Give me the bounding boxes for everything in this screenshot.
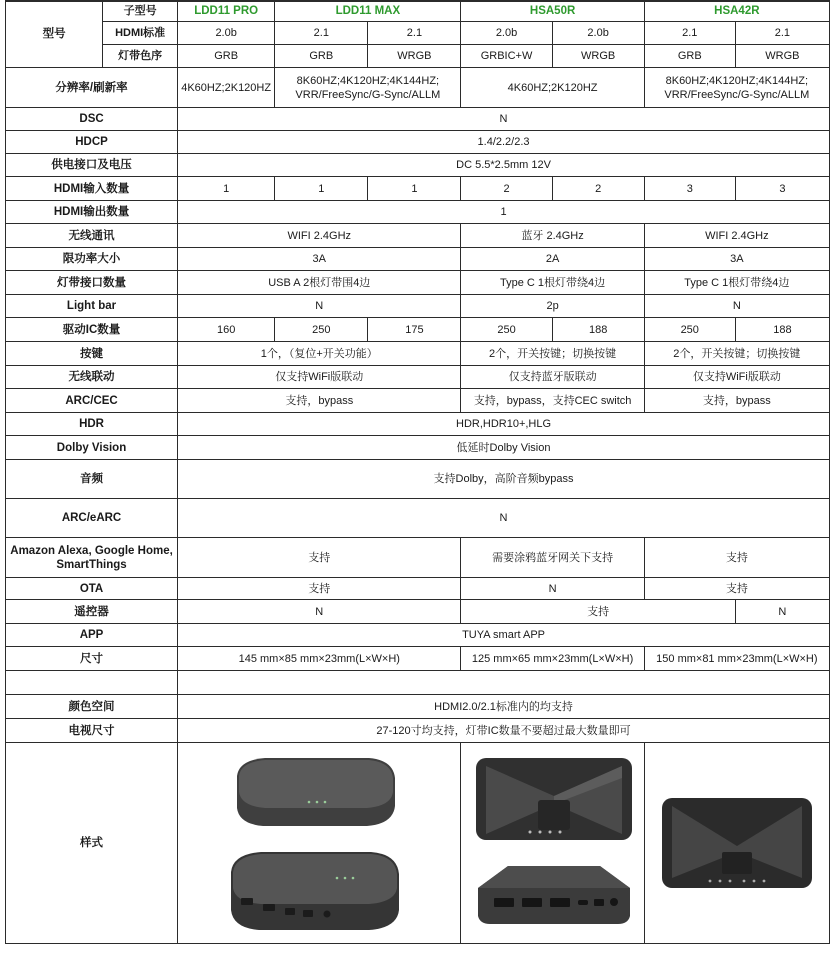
row-hdmi-out bbox=[6, 201, 830, 224]
led-order-cell: GRB bbox=[275, 45, 368, 68]
wireless-hsa50r: 蓝牙 2.4GHz bbox=[461, 224, 644, 248]
tv-size-value: 27-120寸均支持，灯带IC数量不要超过最大数量即可 bbox=[178, 719, 830, 743]
row-earc bbox=[6, 499, 830, 538]
style-hsa42r bbox=[644, 743, 829, 944]
row-label: Dolby Vision bbox=[6, 436, 178, 460]
led-order-cell: GRB bbox=[644, 45, 735, 68]
hdmi-std-label: HDMI标准 bbox=[103, 22, 178, 45]
row-arc-cec bbox=[6, 389, 830, 413]
row-buttons bbox=[6, 342, 830, 366]
ota-hsa42r: 支持 bbox=[644, 578, 829, 600]
row-style bbox=[6, 743, 830, 944]
power-limit-ldd11: 3A bbox=[178, 248, 461, 271]
hdmi-in-cell: 3 bbox=[735, 177, 829, 201]
row-label: 音频 bbox=[6, 460, 178, 499]
power-limit-hsa50r: 2A bbox=[461, 248, 644, 271]
strip-ports-ldd11: USB A 2根灯带围4边 bbox=[178, 271, 461, 295]
row-label: Amazon Alexa, Google Home, SmartThings bbox=[6, 538, 178, 578]
row-label: ARC/CEC bbox=[6, 389, 178, 413]
row-label: HDMI输入数量 bbox=[6, 177, 178, 201]
color-space-value: HDMI2.0/2.1标准内的均支持 bbox=[178, 695, 830, 719]
hdmi-in-cell: 2 bbox=[552, 177, 644, 201]
hdr-value: HDR,HDR10+,HLG bbox=[178, 413, 830, 436]
led-order-label: 灯带色序 bbox=[103, 45, 178, 68]
style-hsa50r bbox=[461, 743, 644, 944]
submodel-label: 子型号 bbox=[103, 1, 178, 22]
row-submodel bbox=[6, 1, 830, 22]
model-group-label: 型号 bbox=[6, 1, 103, 68]
hdmi-std-cell: 2.0b bbox=[552, 22, 644, 45]
ic-count-cell: 250 bbox=[644, 318, 735, 342]
power-limit-hsa42r: 3A bbox=[644, 248, 829, 271]
row-label: HDR bbox=[6, 413, 178, 436]
row-label: 遥控器 bbox=[6, 600, 178, 624]
row-ic-count bbox=[6, 318, 830, 342]
row-wireless bbox=[6, 224, 830, 248]
row-led-order bbox=[6, 45, 830, 68]
row-wireless-link bbox=[6, 366, 830, 389]
row-label: DSC bbox=[6, 108, 178, 131]
row-label: 电视尺寸 bbox=[6, 719, 178, 743]
model-ldd11-pro: LDD11 PRO bbox=[178, 1, 275, 22]
row-label: 分辨率/刷新率 bbox=[6, 68, 178, 108]
ic-count-cell: 250 bbox=[275, 318, 368, 342]
row-label: APP bbox=[6, 624, 178, 647]
row-power bbox=[6, 154, 830, 177]
led-order-cell: GRB bbox=[178, 45, 275, 68]
resolution-hsa42r: 8K60HZ;4K120HZ;4K144HZ; VRR/FreeSync/G-Sync/ALLM bbox=[644, 68, 829, 108]
hdmi-std-cell: 2.1 bbox=[735, 22, 829, 45]
hdmi-std-cell: 2.0b bbox=[461, 22, 552, 45]
hdmi-std-cell: 2.1 bbox=[644, 22, 735, 45]
ic-count-cell: 188 bbox=[552, 318, 644, 342]
row-label: 驱动IC数量 bbox=[6, 318, 178, 342]
buttons-hsa50r: 2个，开关按键；切换按键 bbox=[461, 342, 644, 366]
style-ldd11 bbox=[178, 743, 461, 944]
led-order-cell: WRGB bbox=[735, 45, 829, 68]
assistants-hsa42r: 支持 bbox=[644, 538, 829, 578]
size-hsa42r: 150 mm×81 mm×23mm(L×W×H) bbox=[644, 647, 829, 671]
hdmi-std-cell: 2.1 bbox=[368, 22, 461, 45]
row-label: Light bar bbox=[6, 295, 178, 318]
row-tv-size bbox=[6, 719, 830, 743]
row-label: 尺寸 bbox=[6, 647, 178, 671]
hdmi-in-cell: 3 bbox=[644, 177, 735, 201]
earc-value: N bbox=[178, 499, 830, 538]
wireless-ldd11: WIFI 2.4GHz bbox=[178, 224, 461, 248]
hsa42r-top-view bbox=[662, 798, 812, 888]
row-assistants bbox=[6, 538, 830, 578]
ldd11-device-image bbox=[219, 748, 419, 938]
ldd11-port-view bbox=[231, 852, 399, 930]
remote-hsa: 支持 bbox=[461, 600, 735, 624]
hsa42r-device-image bbox=[652, 748, 822, 938]
led-order-cell: WRGB bbox=[552, 45, 644, 68]
row-label: 无线通讯 bbox=[6, 224, 178, 248]
spec-table bbox=[5, 0, 830, 944]
row-label: HDCP bbox=[6, 131, 178, 154]
hdmi-std-cell: 2.1 bbox=[275, 22, 368, 45]
resolution-hsa50r: 4K60HZ;2K120HZ bbox=[461, 68, 644, 108]
size-ldd11: 145 mm×85 mm×23mm(L×W×H) bbox=[178, 647, 461, 671]
ic-count-cell: 250 bbox=[461, 318, 552, 342]
arc-cec-ldd11: 支持，bypass bbox=[178, 389, 461, 413]
model-hsa50r: HSA50R bbox=[461, 1, 644, 22]
hdmi-in-cell: 1 bbox=[275, 177, 368, 201]
strip-ports-hsa50r: Type C 1根灯带绕4边 bbox=[461, 271, 644, 295]
blank-cell bbox=[6, 671, 178, 695]
assistants-ldd11: 支持 bbox=[178, 538, 461, 578]
hdmi-std-cell: 2.0b bbox=[178, 22, 275, 45]
row-dsc bbox=[6, 108, 830, 131]
dsc-value: N bbox=[178, 108, 830, 131]
resolution-ldd11-pro: 4K60HZ;2K120HZ bbox=[178, 68, 275, 108]
blank-cell bbox=[178, 671, 830, 695]
light-bar-hsa42r: N bbox=[644, 295, 829, 318]
model-ldd11-max: LDD11 MAX bbox=[275, 1, 461, 22]
row-label: 无线联动 bbox=[6, 366, 178, 389]
row-blank bbox=[6, 671, 830, 695]
app-value: TUYA smart APP bbox=[178, 624, 830, 647]
led-order-cell: GRBIC+W bbox=[461, 45, 552, 68]
ic-count-cell: 160 bbox=[178, 318, 275, 342]
assistants-hsa50r: 需要涂鸦蓝牙网关下支持 bbox=[461, 538, 644, 578]
hsa50r-device-image bbox=[468, 748, 638, 938]
hsa50r-port-view bbox=[478, 866, 630, 924]
remote-hsa42r: N bbox=[735, 600, 829, 624]
hdmi-in-cell: 1 bbox=[178, 177, 275, 201]
hdmi-in-cell: 1 bbox=[368, 177, 461, 201]
arc-cec-hsa50r: 支持，bypass，支持CEC switch bbox=[461, 389, 644, 413]
resolution-ldd11-max: 8K60HZ;4K120HZ;4K144HZ; VRR/FreeSync/G-Sync/ALLM bbox=[275, 68, 461, 108]
hdmi-out-value: 1 bbox=[178, 201, 830, 224]
row-hdmi-std bbox=[6, 22, 830, 45]
row-audio bbox=[6, 460, 830, 499]
row-label: 灯带接口数量 bbox=[6, 271, 178, 295]
hsa50r-top-view bbox=[476, 758, 632, 840]
row-hdmi-in bbox=[6, 177, 830, 201]
hdcp-value: 1.4/2.2/2.3 bbox=[178, 131, 830, 154]
row-label: HDMI输出数量 bbox=[6, 201, 178, 224]
row-hdcp bbox=[6, 131, 830, 154]
row-label: 颜色空间 bbox=[6, 695, 178, 719]
buttons-hsa42r: 2个，开关按键；切换按键 bbox=[644, 342, 829, 366]
row-light-bar bbox=[6, 295, 830, 318]
row-hdr bbox=[6, 413, 830, 436]
ic-count-cell: 175 bbox=[368, 318, 461, 342]
arc-cec-hsa42r: 支持，bypass bbox=[644, 389, 829, 413]
ota-ldd11: 支持 bbox=[178, 578, 461, 600]
row-ota bbox=[6, 578, 830, 600]
power-value: DC 5.5*2.5mm 12V bbox=[178, 154, 830, 177]
strip-ports-hsa42r: Type C 1根灯带绕4边 bbox=[644, 271, 829, 295]
row-label: ARC/eARC bbox=[6, 499, 178, 538]
row-app bbox=[6, 624, 830, 647]
wireless-link-hsa50r: 仅支持蓝牙版联动 bbox=[461, 366, 644, 389]
audio-value: 支持Dolby，高阶音频bypass bbox=[178, 460, 830, 499]
row-strip-ports bbox=[6, 271, 830, 295]
hdmi-in-cell: 2 bbox=[461, 177, 552, 201]
row-dolby-vision bbox=[6, 436, 830, 460]
dolby-vision-value: 低延时Dolby Vision bbox=[178, 436, 830, 460]
ic-count-cell: 188 bbox=[735, 318, 829, 342]
light-bar-hsa50r: 2p bbox=[461, 295, 644, 318]
wireless-hsa42r: WIFI 2.4GHz bbox=[644, 224, 829, 248]
row-size bbox=[6, 647, 830, 671]
size-hsa50r: 125 mm×65 mm×23mm(L×W×H) bbox=[461, 647, 644, 671]
row-label: 样式 bbox=[6, 743, 178, 944]
ota-hsa50r: N bbox=[461, 578, 644, 600]
row-label: 供电接口及电压 bbox=[6, 154, 178, 177]
row-label: OTA bbox=[6, 578, 178, 600]
ldd11-top-view bbox=[237, 758, 395, 826]
wireless-link-ldd11: 仅支持WiFi版联动 bbox=[178, 366, 461, 389]
row-label: 按键 bbox=[6, 342, 178, 366]
buttons-ldd11: 1个，（复位+开关功能） bbox=[178, 342, 461, 366]
row-label: 限功率大小 bbox=[6, 248, 178, 271]
led-order-cell: WRGB bbox=[368, 45, 461, 68]
model-hsa42r: HSA42R bbox=[644, 1, 829, 22]
row-remote bbox=[6, 600, 830, 624]
remote-ldd11: N bbox=[178, 600, 461, 624]
wireless-link-hsa42r: 仅支持WiFi版联动 bbox=[644, 366, 829, 389]
light-bar-ldd11: N bbox=[178, 295, 461, 318]
row-power-limit bbox=[6, 248, 830, 271]
row-resolution bbox=[6, 68, 830, 108]
row-color-space bbox=[6, 695, 830, 719]
